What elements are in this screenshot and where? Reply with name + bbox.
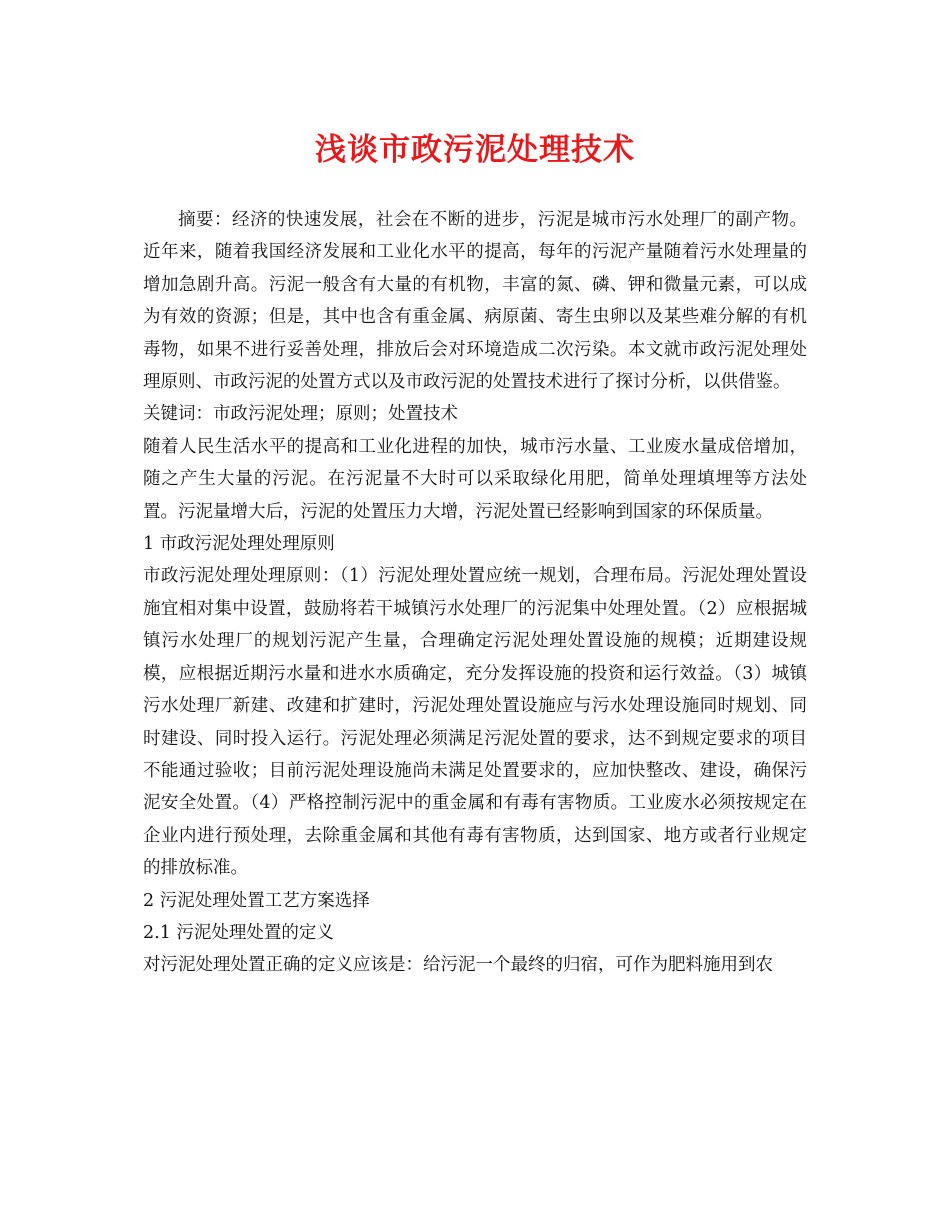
document-title: 浅谈市政污泥处理技术 [315,132,635,168]
document-body [143,204,807,982]
section-2-1-paragraph: 对污泥处理处置正确的定义应该是：给污泥一个最终的归宿，可作为肥料施用到农 [143,955,773,976]
section-2-1-heading: 2.1 污泥处理处置的定义 [143,922,334,943]
section-1-paragraph: 市政污泥处理处理原则：（1）污泥处理处置应统一规划，合理布局。污泥处理处置设施宜相对集中设置，鼓励将若干城镇污水处理厂的污泥集中处理处置。（2）应根据城镇污水处理厂的规划污泥产生量，合理确定污泥处理处置设施的规模；近期建设规模，应根据近期污水量和进水水质确定，充分发挥设施的投资和运行效益。（3）城镇污水处理厂新建、改建和扩建时，污泥处理处置设施应与污水处理设施同时规划、同时建设、同时投入运行。污泥处理必须满足污泥处置的要求，达不到规定要求的项目不能通过验收；目前污泥处理设施尚未满足处置要求的，应加快整改、建设，确保污泥安全处置。（4）严格控制污泥中的重金属和有毒有害物质。工业废水必须按规定在企业内进行预处理，去除重金属和其他有毒有害物质，达到国家、地方或者行业规定的排放标准。 [143,566,807,879]
abstract-paragraph: 摘要：经济的快速发展，社会在不断的进步，污泥是城市污水处理厂的副产物。近年来，随着我国经济发展和工业化水平的提高，每年的污泥产量随着污水处理量的增加急剧升高。污泥一般含有大量的有机物，丰富的氮、磷、钾和微量元素，可以成为有效的资源；但是，其中也含有重金属、病原菌、寄生虫卵以及某些难分解的有机毒物，如果不进行妥善处理，排放后会对环境造成二次污染。本文就市政污泥处理处理原则、市政污泥的处置方式以及市政污泥的处置技术进行了探讨分析，以供借鉴。 [143,210,807,393]
intro-paragraph: 随着人民生活水平的提高和工业化进程的加快，城市污水量、工业废水量成倍增加，随之产生大量的污泥。在污泥量不大时可以采取绿化用肥，简单处理填埋等方法处置。污泥量增大后，污泥的处置压力大增，污泥处置已经影响到国家的环保质量。 [143,436,807,522]
keywords-line: 关键词：市政污泥处理；原则；处置技术 [143,404,458,425]
section-2-heading: 2 污泥处理处置工艺方案选择 [143,890,370,911]
section-1-heading: 1 市政污泥处理处理原则 [143,534,335,555]
